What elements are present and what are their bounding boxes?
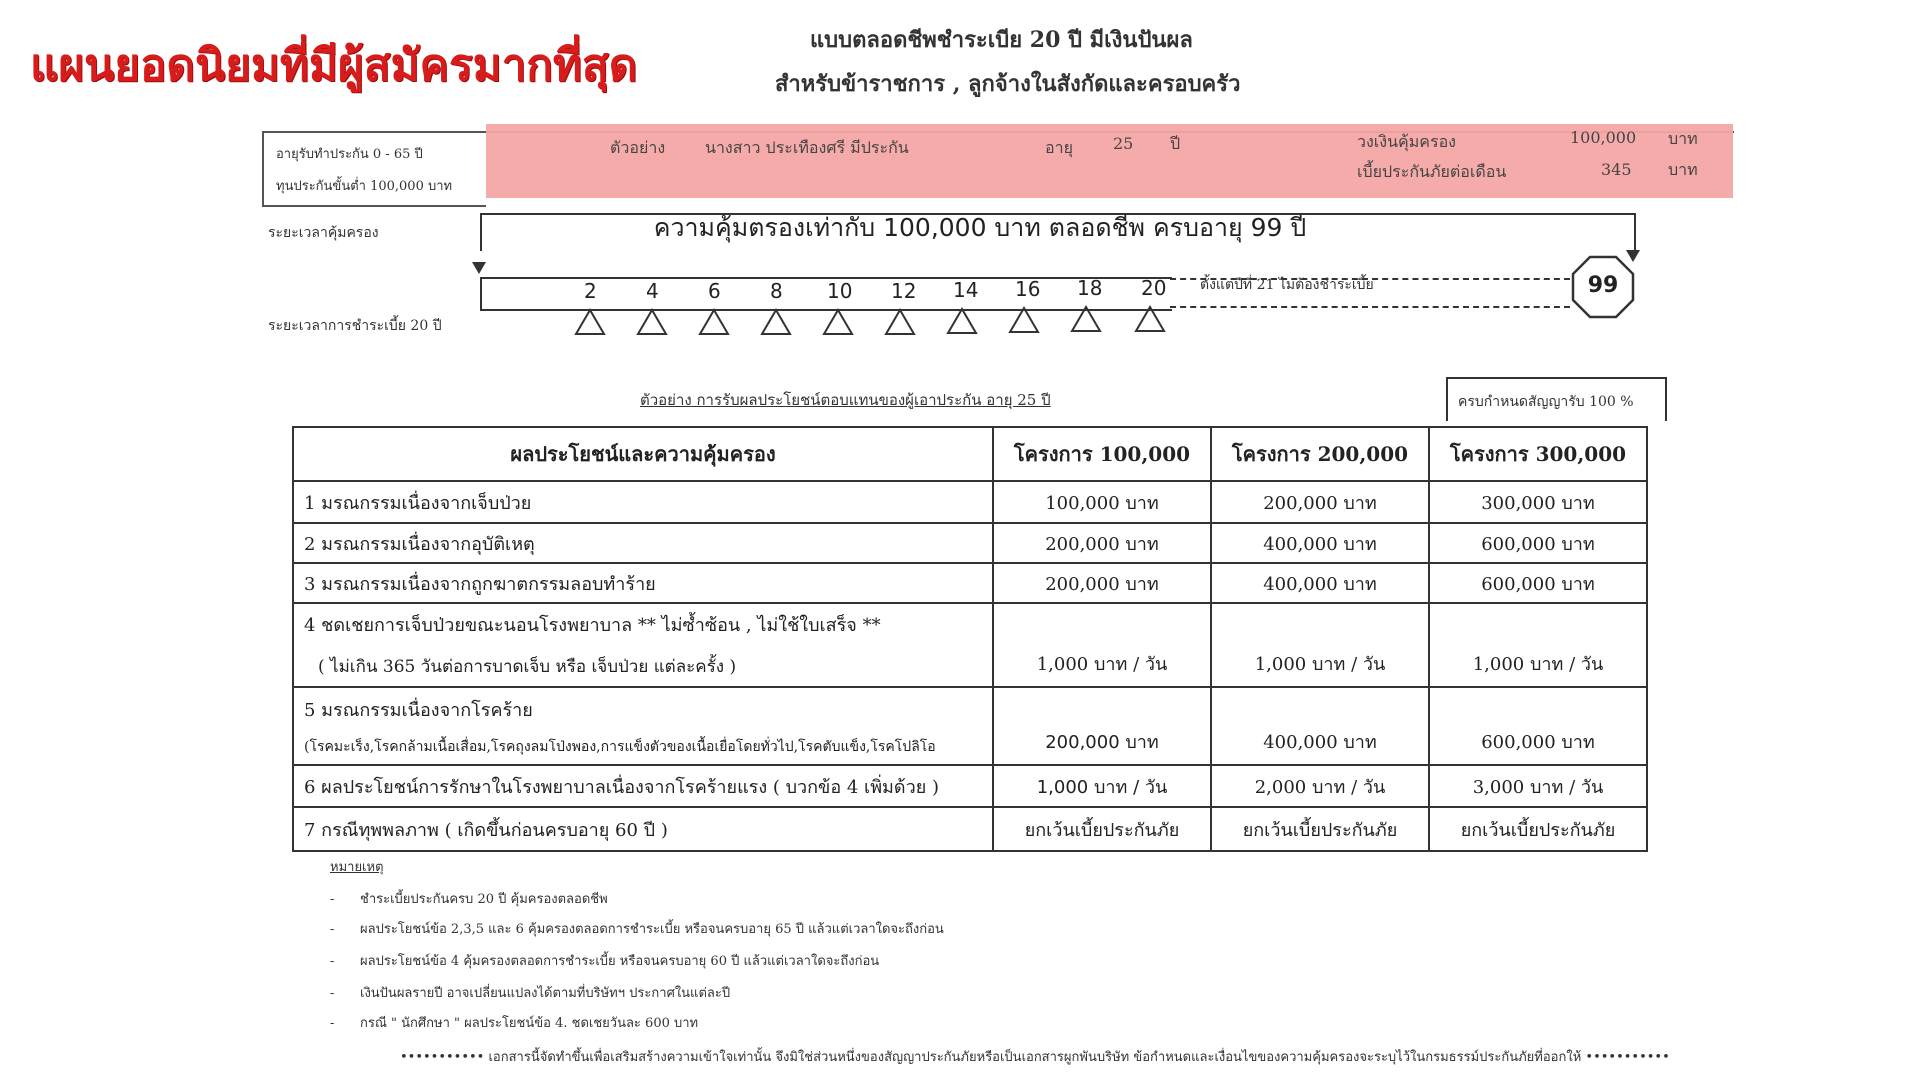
payment-triangle-icon	[1134, 305, 1166, 333]
disclaimer-text: ••••••••••• เอกสารนี้จัดทำขึ้นเพื่อเสริมสร้างความเข้าใจเท่านั้น จึงมิใช่ส่วนหนึ่งของสัญญาประกันภัยหรือเป็นเอกสารผูกพันบริษัท ข้อกำหนดและเงื่อนไขของความคุ้มครองจะระบุไว้ในกรมธรรม์ประกันภัยที่ออกให้ •••••••••••	[400, 1050, 1670, 1065]
cell-value: 1,000 บาท / วัน	[993, 603, 1211, 687]
cell-value: 200,000 บาท	[993, 563, 1211, 603]
example-caption: ตัวอย่าง การรับผลประโยชน์ตอบแทนของผู้เอาประกัน อายุ 25 ปี	[640, 391, 1051, 409]
payment-triangle-icon	[1070, 305, 1102, 333]
cell-value: 200,000 บาท	[993, 523, 1211, 563]
cell-value: 400,000 บาท	[1211, 563, 1429, 603]
row-label: 3 มรณกรรมเนื่องจากถูกฆาตกรรมลอบทำร้าย	[293, 563, 993, 603]
header-benefit: ผลประโยชน์และความคุ้มครอง	[293, 427, 993, 481]
table-row	[293, 807, 1647, 851]
note-item: - เงินปันผลรายปี อาจเปลี่ยนแปลงได้ตามที่บริษัทฯ ประกาศในแต่ละปี	[330, 986, 731, 1001]
payment-triangle-icon	[884, 308, 916, 336]
cell-value: 2,000 บาท / วัน	[1211, 765, 1429, 807]
premium-unit: บาท	[1668, 160, 1698, 179]
age-value: 25	[1113, 134, 1134, 153]
coverage-label: วงเงินคุ้มครอง	[1357, 132, 1456, 151]
plan-header-line2: สำหรับข้าราชการ , ลูกจ้างในสังกัดและครอบครัว	[775, 71, 1241, 97]
example-highlight	[486, 124, 1733, 198]
coverage-period-label: ระยะเวลาคุ้มครอง	[268, 225, 379, 241]
cell-value: 600,000 บาท	[1429, 687, 1647, 765]
table-row	[293, 603, 1647, 687]
note-text: ผลประโยชน์ข้อ 4 คุ้มครองตลอดการชำระเบี้ย หรือจนครบอายุ 60 ปี แล้วแต่เวลาใดจะถึงก่อน	[360, 954, 880, 969]
table-row	[293, 687, 1647, 765]
notes-title: หมายเหตุ	[330, 860, 384, 875]
header-plan-300k: โครงการ 300,000	[1429, 427, 1647, 481]
table-header-row	[293, 427, 1647, 481]
eligibility-box	[262, 131, 486, 207]
year-marker: 2	[584, 279, 597, 303]
cell-value: 600,000 บาท	[1429, 523, 1647, 563]
age-range-text: อายุรับทำประกัน 0 - 65 ปี	[276, 147, 423, 162]
note-item: - ผลประโยชน์ข้อ 2,3,5 และ 6 คุ้มครองตลอดการชำระเบี้ย หรือจนครบอายุ 65 ปี แล้วแต่เวลาใดจะถึงก่อน	[330, 922, 944, 937]
end-age-octagon	[1571, 255, 1635, 319]
year-marker: 16	[1015, 277, 1041, 301]
plan-banner-title: แผนยอดนิยมที่มีผู้สมัครมากที่สุด	[30, 40, 638, 91]
row-label: 1 มรณกรรมเนื่องจากเจ็บป่วย	[293, 481, 993, 523]
year-marker: 10	[827, 279, 853, 303]
row-sublabel: ( ไม่เกิน 365 วันต่อการบาดเจ็บ หรือ เจ็บป่วย แต่ละครั้ง )	[318, 657, 737, 677]
note-text: เงินปันผลรายปี อาจเปลี่ยนแปลงได้ตามที่บริษัทฯ ประกาศในแต่ละปี	[360, 986, 731, 1001]
cell-value: ยกเว้นเบี้ยประกันภัย	[1429, 807, 1647, 851]
age-label: อายุ	[1045, 138, 1073, 157]
payment-triangle-icon	[1008, 306, 1040, 334]
header-plan-200k: โครงการ 200,000	[1211, 427, 1429, 481]
cell-value: 200,000 บาท	[993, 687, 1211, 765]
note-text: ชำระเบี้ยประกันครบ 20 ปี คุ้มครองตลอดชีพ	[360, 892, 608, 907]
row-label-multiline	[293, 603, 993, 687]
maturity-box	[1446, 377, 1667, 421]
note-item: - ผลประโยชน์ข้อ 4 คุ้มครองตลอดการชำระเบี้ย หรือจนครบอายุ 60 ปี แล้วแต่เวลาใดจะถึงก่อน	[330, 954, 880, 969]
payment-triangle-icon	[760, 308, 792, 336]
row-sublabel: (โรคมะเร็ง,โรคกล้ามเนื้อเสื่อม,โรคถุงลมโป่งพอง,การแข็งตัวของเนื้อเยื่อโดยทั่วไป,โรคตับแข็ง,โรคโปลิโอ	[304, 738, 936, 755]
row-label: 2 มรณกรรมเนื่องจากอุบัติเหตุ	[293, 523, 993, 563]
year-marker: 12	[891, 279, 917, 303]
payment-triangle-icon	[636, 308, 668, 336]
year-marker: 6	[708, 279, 721, 303]
row-label: 6 ผลประโยชน์การรักษาในโรงพยาบาลเนื่องจากโรคร้ายแรง ( บวกข้อ 4 เพิ่มด้วย )	[293, 765, 993, 807]
cell-value: 1,000 บาท / วัน	[1211, 603, 1429, 687]
header-plan-100k: โครงการ 100,000	[993, 427, 1211, 481]
payment-triangle-icon	[698, 308, 730, 336]
coverage-unit: บาท	[1668, 129, 1698, 148]
premium-label: เบี้ยประกันภัยต่อเดือน	[1357, 162, 1507, 181]
table-row	[293, 523, 1647, 563]
note-text: ผลประโยชน์ข้อ 2,3,5 และ 6 คุ้มครองตลอดการชำระเบี้ย หรือจนครบอายุ 65 ปี แล้วแต่เวลาใดจะถึงก่อน	[360, 922, 944, 937]
age-unit: ปี	[1170, 134, 1181, 153]
maturity-label: ครบกำหนดสัญญารับ 100 %	[1458, 394, 1634, 410]
coverage-summary-text: ความคุ้มตรองเท่ากับ 100,000 บาท ตลอดชีพ ครบอายุ 99 ปี	[653, 213, 1307, 242]
year-marker: 18	[1077, 276, 1103, 300]
note-text: กรณี " นักศึกษา " ผลประโยชน์ข้อ 4. ชดเชยวันละ 600 บาท	[360, 1016, 699, 1031]
row-label: 7 กรณีทุพพลภาพ ( เกิดขึ้นก่อนครบอายุ 60 ปี )	[293, 807, 993, 851]
end-age-value: 99	[1587, 273, 1619, 298]
payment-triangle-icon	[822, 308, 854, 336]
table-row	[293, 765, 1647, 807]
cell-value: 400,000 บาท	[1211, 687, 1429, 765]
table-row	[293, 481, 1647, 523]
cell-value: 400,000 บาท	[1211, 523, 1429, 563]
cell-value: 600,000 บาท	[1429, 563, 1647, 603]
year-marker: 8	[770, 279, 783, 303]
insured-name: นางสาว ประเทืองศรี มีประกัน	[705, 138, 909, 157]
arrow-down-icon	[472, 262, 486, 274]
row-label: 5 มรณกรรมเนื่องจากโรคร้าย	[304, 699, 533, 721]
cell-value: 100,000 บาท	[993, 481, 1211, 523]
example-label: ตัวอย่าง	[610, 138, 666, 157]
note-item: - ชำระเบี้ยประกันครบ 20 ปี คุ้มครองตลอดชีพ	[330, 892, 608, 907]
cell-value: ยกเว้นเบี้ยประกันภัย	[1211, 807, 1429, 851]
min-sum-text: ทุนประกันขั้นต่ำ 100,000 บาท	[276, 179, 453, 194]
plan-header-line1: แบบตลอดชีพชำระเบีย 20 ปี มีเงินปันผล	[810, 27, 1193, 53]
cell-value: 1,000 บาท / วัน	[993, 765, 1211, 807]
after-year-21-note: ตั้งแต่ปีที่ 21 ไม่ต้องชำระเบี้ย	[1200, 277, 1374, 293]
cell-value: 200,000 บาท	[1211, 481, 1429, 523]
note-item: - กรณี " นักศึกษา " ผลประโยชน์ข้อ 4. ชดเชยวันละ 600 บาท	[330, 1016, 699, 1031]
cell-value: 3,000 บาท / วัน	[1429, 765, 1647, 807]
cell-value: 300,000 บาท	[1429, 481, 1647, 523]
row-label: 4 ชดเชยการเจ็บป่วยขณะนอนโรงพยาบาล ** ไม่ซ้ำซ้อน , ไม่ใช้ใบเสร็จ **	[304, 615, 881, 636]
premium-value: 345	[1601, 160, 1632, 179]
row-label-multiline	[293, 687, 993, 765]
table-row	[293, 563, 1647, 603]
year-marker: 4	[646, 279, 659, 303]
coverage-value: 100,000	[1570, 128, 1637, 147]
payment-period-label: ระยะเวลาการชำระเบี้ย 20 ปี	[268, 318, 442, 334]
year-marker: 20	[1141, 276, 1167, 300]
benefits-table	[292, 426, 1648, 852]
cell-value: ยกเว้นเบี้ยประกันภัย	[993, 807, 1211, 851]
cell-value: 1,000 บาท / วัน	[1429, 603, 1647, 687]
payment-triangle-icon	[946, 307, 978, 335]
year-marker: 14	[953, 278, 979, 302]
payment-triangle-icon	[574, 308, 606, 336]
